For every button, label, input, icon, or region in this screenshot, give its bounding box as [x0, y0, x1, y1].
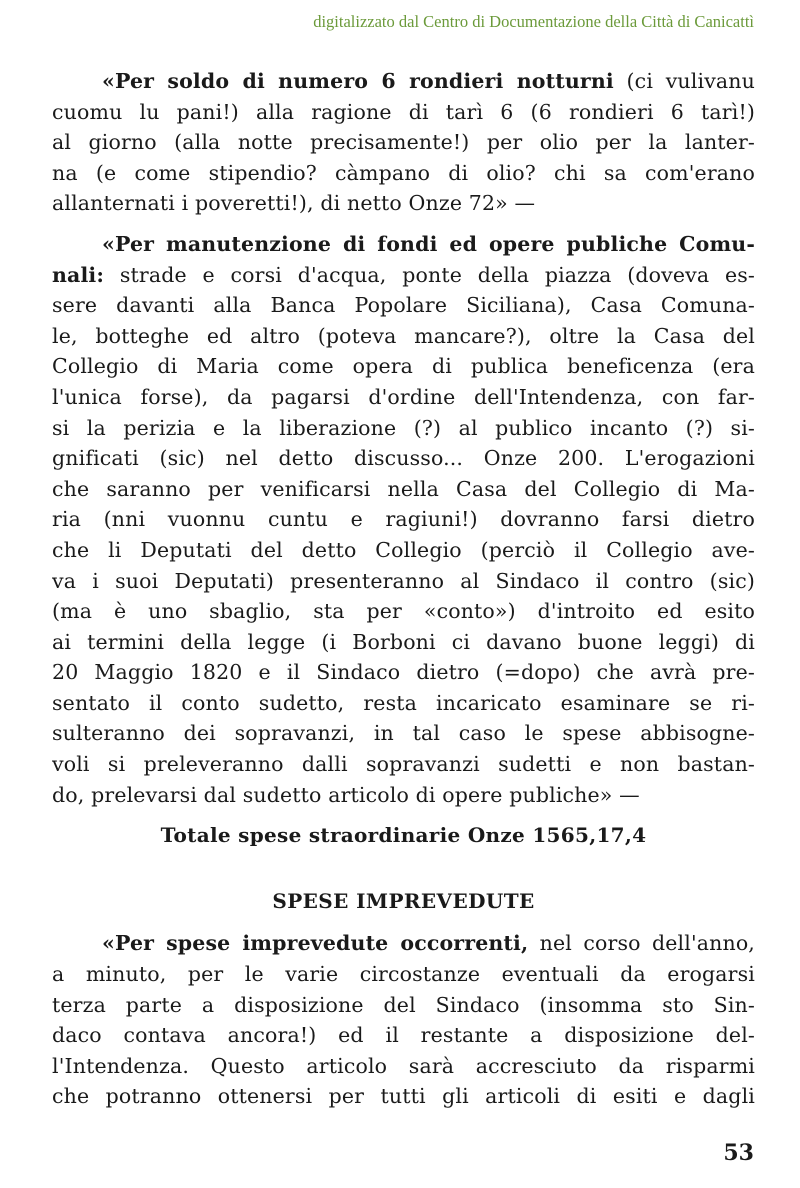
paragraph-night-watchmen [52, 66, 755, 219]
text-line: l'Intendenza. Questo articolo sarà accresciuto da risparmi [52, 1053, 755, 1078]
paragraph-public-works [52, 229, 755, 810]
text-line: do, prelevarsi dal sudetto articolo di opere publiche» — [52, 782, 640, 807]
text-line: che saranno per venificarsi nella Casa del Collegio di Ma- [52, 476, 755, 501]
text-line: 20 Maggio 1820 e il Sindaco dietro (=dopo) che avrà pre- [52, 660, 755, 685]
text-line: che li Deputati del detto Collegio (perciò il Collegio ave- [52, 537, 755, 562]
text-line: allanternati i poveretti!), di netto Onze 72» — [52, 191, 536, 216]
paragraph-unforeseen-expenses [52, 928, 755, 1112]
text-line: le, botteghe ed altro (poteva mancare?), oltre la Casa del [52, 323, 755, 348]
text-line: l'unica forse), da pagarsi d'ordine dell'Intendenza, con far- [52, 384, 755, 409]
text-line: «Per soldo di numero 6 rondieri notturni (ci vulivanu [102, 69, 755, 93]
text-line: «Per spese imprevedute occorrenti, nel corso dell'anno, [102, 931, 755, 956]
text-line: voli si preleveranno dalli sopravanzi sudetti e non bastan- [52, 752, 755, 777]
text-line: ai termini della legge (i Borboni ci davano buone leggi) di [52, 629, 755, 654]
text-line: daco contava ancora!) ed il restante a disposizione del- [52, 1023, 755, 1048]
text-line: gnificati (sic) nel detto discusso... Onze 200. L'erogazioni [52, 446, 755, 471]
digitization-watermark: digitalizzato dal Centro di Documentazione della Città di Canicattì [313, 12, 754, 31]
total-line: Totale spese straordinarie Onze 1565,17,4 [160, 823, 647, 848]
text-line: cuomu lu pani!) alla ragione di tarì 6 (6 rondieri 6 tarì!) [52, 99, 755, 124]
text-line: sentato il conto sudetto, resta incaricato esaminare se ri- [52, 690, 755, 715]
page-body [52, 66, 755, 1112]
text-line: terza parte a disposizione del Sindaco (insomma sto Sin- [52, 992, 755, 1017]
page-number: 53 [723, 1140, 754, 1166]
text-line: che potranno ottenersi per tutti gli articoli di esiti e dagli [52, 1084, 755, 1109]
text-line: nali: strade e corsi d'acqua, ponte della piazza (doveva es- [52, 262, 755, 287]
bold-lead: «Per soldo di numero 6 rondieri notturni [102, 69, 614, 93]
section-heading: SPESE IMPREVEDUTE [272, 888, 535, 913]
text-line: al giorno (alla notte precisamente!) per olio per la lanter- [52, 130, 755, 155]
text-line: a minuto, per le varie circostanze eventuali da erogarsi [52, 962, 755, 987]
text-line: va i suoi Deputati) presenteranno al Sindaco il contro (sic) [52, 568, 755, 593]
text-line: (ma è uno sbaglio, sta per «conto») d'introito ed esito [52, 599, 755, 624]
text-line: sere davanti alla Banca Popolare Siciliana), Casa Comuna- [52, 293, 755, 318]
bold-lead: «Per spese imprevedute occorrenti, [102, 931, 529, 956]
text-line: Collegio di Maria come opera di publica beneficenza (era [52, 354, 755, 379]
text-line: si la perizia e la liberazione (?) al publico incanto (?) si- [52, 415, 755, 440]
text-line: na (e come stipendio? càmpano di olio? chi sa com'erano [52, 160, 755, 185]
bold-lead: «Per manutenzione di fondi ed opere publiche Comu- [102, 231, 755, 256]
text-line: sulteranno dei sopravanzi, in tal caso le spese abbisogne- [52, 721, 755, 746]
text-line: ria (nni vuonnu cuntu e ragiuni!) dovranno farsi dietro [52, 507, 755, 532]
